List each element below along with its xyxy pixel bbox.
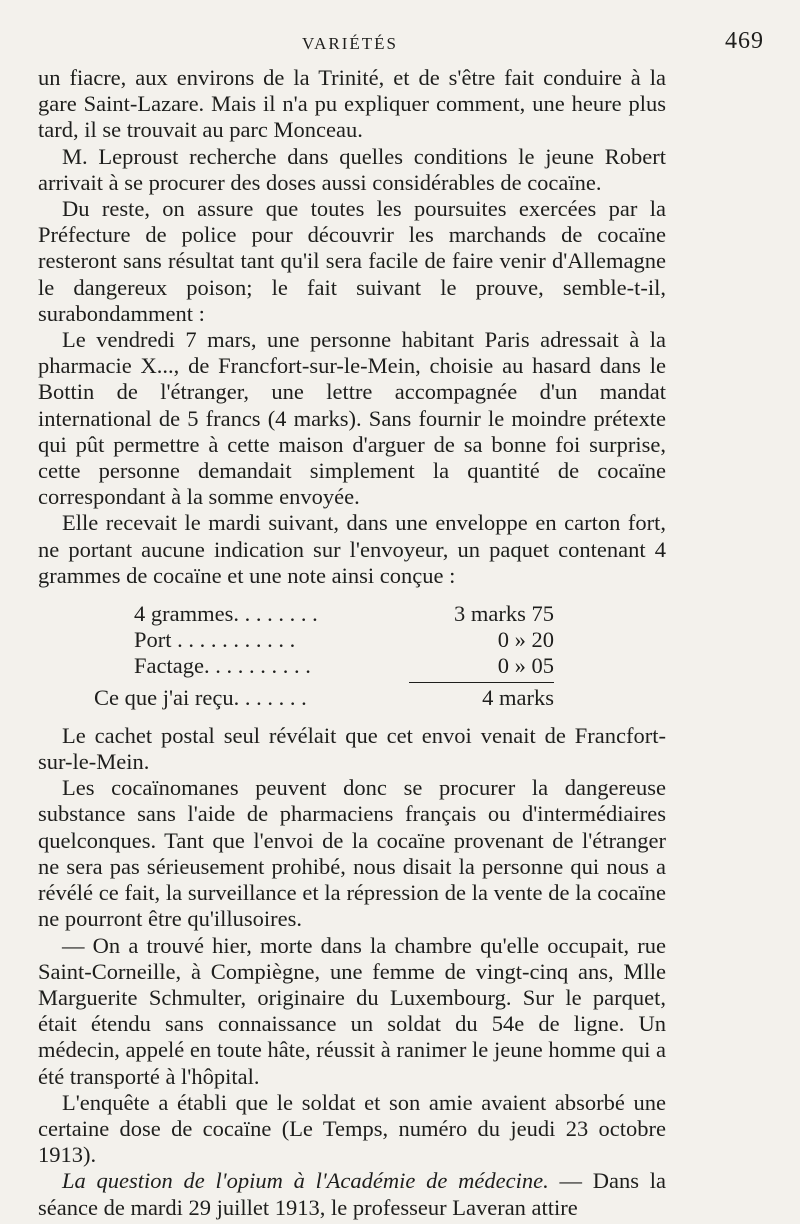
invoice-total-label: Ce que j'ai reçu. . . . . . . [94, 684, 307, 710]
invoice-note [94, 601, 614, 711]
paragraph: Du reste, on assure que toutes les poursuites exercées par la Préfecture de police pour découvrir les marchands de cocaïne resteront sans résultat tant qu'il sera facile de faire venir d'Allemagne le dangereux poison; le fait suivant le prouve, semble-t-il, surabondamment : [38, 196, 666, 326]
page-number: 469 [725, 28, 764, 54]
invoice-item-amount: 0 » 05 [497, 653, 554, 679]
invoice-row [94, 653, 614, 679]
page-header [36, 28, 764, 58]
invoice-row [94, 601, 614, 627]
paragraph: un fiacre, aux environs de la Trinité, et de s'être fait conduire à la gare Saint-Lazare. Mais il n'a pu expliquer comment, une heure plus tard, il se trouvait au parc Monceau. [38, 65, 666, 143]
section-lead: La question de l'opium à l'Académie de médecine. [62, 1168, 549, 1194]
invoice-item-label: Factage. . . . . . . . . . [134, 653, 311, 679]
paragraph: — On a trouvé hier, morte dans la chambre qu'elle occupait, rue Saint-Corneille, à Compiègne, une femme de vingt-cinq ans, Mlle Marguerite Schmulter, originaire du Luxembourg. Sur le parquet, était étendu sans connaissance un soldat du 54e de ligne. Un médecin, appelé en toute hâte, réussit à ranimer le jeune homme qui a été transporté à l'hôpital. [38, 932, 666, 1089]
paragraph: L'enquête a établi que le soldat et son amie avaient absorbé une certaine dose de cocaïne (Le Temps, numéro du jeudi 23 octobre 1913). [38, 1089, 666, 1168]
paragraph-final [38, 1168, 666, 1220]
body-text [38, 65, 666, 1221]
invoice-item-label: Port . . . . . . . . . . . [134, 627, 296, 653]
running-title: VARIÉTÉS [302, 34, 398, 53]
paragraph: Le vendredi 7 mars, une personne habitant Paris adressait à la pharmacie X..., de Francfort-sur-le-Mein, choisie au hasard dans le Bottin de l'étranger, une lettre accompagnée d'un mandat international de 5 francs (4 marks). Sans fournir le moindre prétexte qui pût permettre à cette maison d'arguer de sa bonne foi surprise, cette personne demandait simplement la quantité de cocaïne correspondant à la somme envoyée. [38, 327, 666, 510]
section-text: — Dans la séance de mardi 29 juillet 1913, le professeur Laveran attire [38, 1168, 667, 1220]
invoice-total-row [94, 685, 614, 711]
invoice-item-label: 4 grammes. . . . . . . . [134, 601, 318, 627]
invoice-total-amount: 4 marks [482, 684, 554, 710]
invoice-row [94, 627, 614, 653]
invoice-item-amount: 3 marks 75 [454, 601, 554, 627]
paragraph: Le cachet postal seul révélait que cet envoi venait de Francfort-sur-le-Mein. [38, 722, 666, 775]
total-rule [409, 682, 554, 683]
paragraph: M. Leproust recherche dans quelles conditions le jeune Robert arrivait à se procurer des doses aussi considérables de cocaïne. [38, 143, 666, 195]
paragraph: Les cocaïnomanes peuvent donc se procurer la dangereuse substance sans l'aide de pharmaciens français ou d'intermédiaires quelconques. Tant que l'envoi de la cocaïne provenant de l'étranger ne sera pas sérieusement prohibé, nous disait la personne qui nous a révélé ce fait, la surveillance et la répression de la vente de la cocaïne ne pourront être qu'illusoires. [38, 775, 666, 932]
invoice-item-amount: 0 » 20 [497, 627, 554, 653]
paragraph: Elle recevait le mardi suivant, dans une enveloppe en carton fort, ne portant aucune indication sur l'envoyeur, un paquet contenant 4 grammes de cocaïne et une note ainsi conçue : [38, 510, 666, 588]
